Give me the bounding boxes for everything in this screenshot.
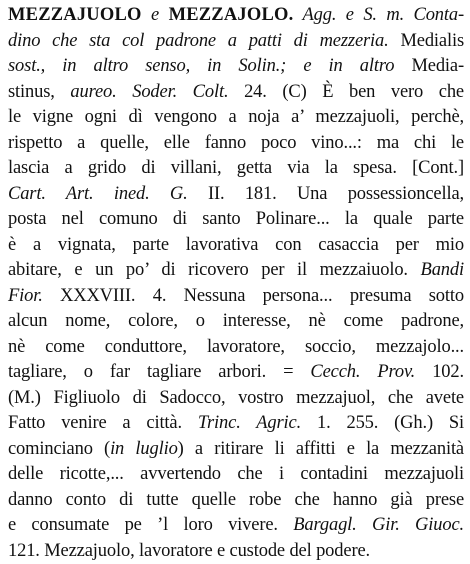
body-text: è a vignata, parte lavorativa con casaccia per mio [8,235,464,255]
body-text: cominciano ( [8,439,110,459]
entry-line [8,411,464,437]
italic-text: e [142,5,169,25]
entry-line [8,386,464,412]
italic-text: in luglio [110,439,178,459]
headword: MEZZAJOLO. [169,5,294,25]
entry-line [8,462,464,488]
body-text: le vigne ogni dì vengono a noja a’ mezzajuoli, perchè, [8,107,464,127]
body-text: 121. Mezzajuolo, lavoratore e custode del podere. [8,541,370,561]
entry-line [8,488,464,514]
entry-line [8,80,464,106]
body-text: rispetto a quelle, elle fanno poco vino...: ma chi le [8,133,464,153]
body-text: danno conto di tutte quelle robe che hanno già prese [8,490,464,510]
entry-line [8,360,464,386]
body-text: 24. (C) È ben vero che [228,82,464,102]
entry-line [8,156,464,182]
entry-line [8,54,464,80]
entry-line [8,233,464,259]
entry-line [8,284,464,310]
body-text: stinus, [8,82,70,102]
body-text: XXXVIII. 4. Nessuna persona... presuma sotto [43,286,464,306]
body-text: (M.) Figliuolo di Sadocco, vostro mezzajuol, che avete [8,388,464,408]
italic-text: Bargagl. Gir. Giuoc. [293,515,464,535]
entry-line [8,513,464,539]
body-text: ) a ritirare li affitti e la mezzanità [178,439,464,459]
italic-text: Cart. Art. ined. G. [8,184,188,204]
body-text: Fatto venire a città. [8,413,198,433]
italic-text: Fior. [8,286,43,306]
body-text: 102. [415,362,464,382]
entry-line [8,539,464,564]
italic-text: Agg. e S. m. Conta- [293,5,464,25]
body-text: delle ricotte,... avvertendo che i contadini mezzajuoli [8,464,464,484]
body-text: e consumate pe ’l loro vivere. [8,515,293,535]
entry-line [8,309,464,335]
italic-text: Cecch. Prov. [310,362,415,382]
italic-text: dino che sta col padrone a patti di mezzeria. [8,31,389,51]
body-text: abitare, e un po’ di ricovero per il mezzaiuolo. [8,260,421,280]
entry-line [8,105,464,131]
headword: MEZZAJUOLO [8,5,142,25]
entry-line [8,29,464,55]
entry-line [8,182,464,208]
body-text: nè come conduttore, lavoratore, soccio, mezzajolo... [8,337,464,357]
italic-text: Trinc. Agric. [198,413,301,433]
entry-line [8,258,464,284]
body-text: Medialis [389,31,464,51]
body-text: alcun nome, colore, o interesse, nè come padrone, [8,311,464,331]
entry-line [8,335,464,361]
entry-line [8,3,464,29]
dictionary-entry-mezzajuolo [8,3,464,564]
italic-text: Bandi [421,260,464,280]
entry-line [8,437,464,463]
body-text: posta nel comuno di santo Polinare... la quale parte [8,209,464,229]
body-text: II. 181. Una possessioncella, [188,184,464,204]
entry-line [8,207,464,233]
body-text: tagliare, o far tagliare arbori. = [8,362,310,382]
body-text: Media- [394,56,464,76]
body-text: 1. 255. (Gh.) Si [301,413,464,433]
body-text: lascia a grido di villani, getta via la spesa. [Cont.] [8,158,464,178]
italic-text: sost., in altro senso, in Solin.; e in altro [8,56,394,76]
entry-line [8,131,464,157]
italic-text: aureo. Soder. Colt. [70,82,228,102]
